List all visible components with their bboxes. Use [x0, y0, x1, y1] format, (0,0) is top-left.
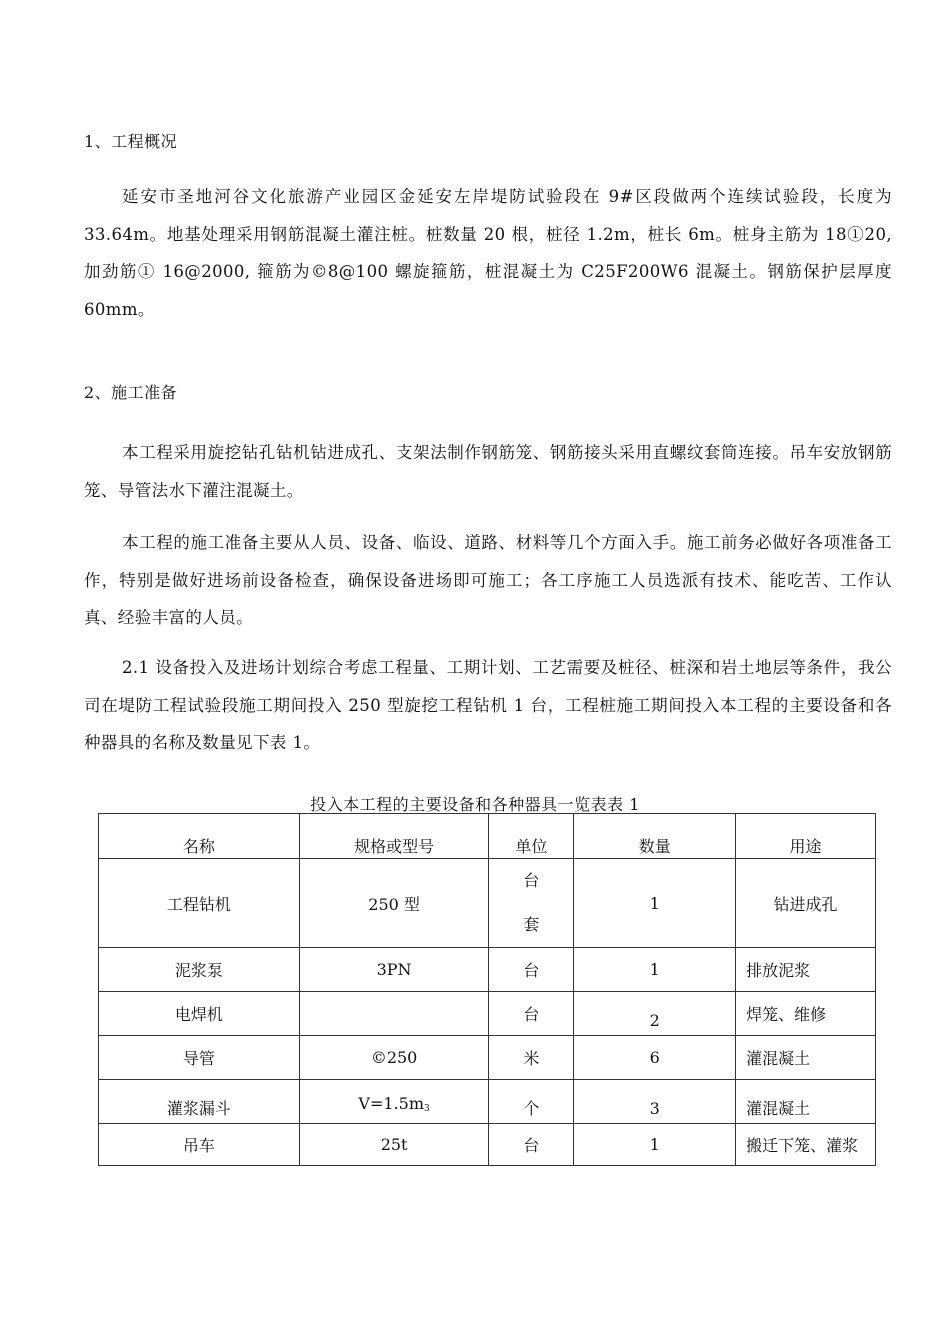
cell-quantity: 2	[574, 992, 736, 1036]
column-header-name: 名称	[99, 814, 300, 859]
cell-spec: 3PN	[299, 948, 489, 992]
cell-unit-line-2: 套	[523, 915, 540, 934]
cell-spec-subscript: 3	[424, 1104, 430, 1114]
cell-name: 吊车	[99, 1124, 300, 1166]
cell-name: 工程钻机	[99, 859, 300, 948]
cell-unit: 米	[489, 1036, 574, 1080]
table-row	[99, 948, 876, 992]
column-header-spec: 规格或型号	[299, 814, 489, 859]
cell-spec	[299, 992, 489, 1036]
column-header-quantity: 数量	[574, 814, 736, 859]
cell-spec: ©250	[299, 1036, 489, 1080]
cell-quantity: 3	[574, 1080, 736, 1124]
cell-use: 焊笼、维修	[736, 992, 876, 1036]
equipment-table	[98, 813, 876, 1166]
cell-use: 钻进成孔	[736, 859, 876, 948]
cell-quantity: 6	[574, 1036, 736, 1080]
cell-unit: 台	[489, 948, 574, 992]
cell-unit: 个	[489, 1080, 574, 1124]
section-1-heading: 1、工程概况	[84, 132, 178, 151]
cell-spec	[299, 1080, 489, 1124]
cell-name: 灌浆漏斗	[99, 1080, 300, 1124]
cell-use: 搬迁下笼、灌浆	[736, 1124, 876, 1166]
cell-use: 灌混凝土	[736, 1036, 876, 1080]
cell-quantity: 1	[574, 948, 736, 992]
cell-spec-text: V=1.5m	[358, 1094, 424, 1113]
cell-name: 泥浆泵	[99, 948, 300, 992]
cell-name: 电焊机	[99, 992, 300, 1036]
table-caption: 投入本工程的主要设备和各种器具一览表表 1	[310, 795, 640, 814]
cell-unit: 台	[489, 1124, 574, 1166]
table-row	[99, 1036, 876, 1080]
cell-quantity: 1	[574, 1124, 736, 1166]
cell-quantity: 1	[574, 859, 736, 948]
column-header-unit: 单位	[489, 814, 574, 859]
cell-spec: 250 型	[299, 859, 489, 948]
table-header-row	[99, 814, 876, 859]
section-1-paragraph: 延安市圣地河谷文化旅游产业园区金延安左岸堤防试验段在 9#区段做两个连续试验段，长度为 33.64m。地基处理采用钢筋混凝土灌注桩。桩数量 20 根，桩径 1.2m，桩长 6m。桩身主筋为 18①20, 加劲筋① 16@2000, 箍筋为©8@100 螺旋箍筋，桩混凝土为 C25F200W6 混凝土。钢筋保护层厚度 60mm。	[84, 187, 892, 319]
section-2-paragraph-2: 本工程的施工准备主要从人员、设备、临设、道路、材料等几个方面入手。施工前务必做好各项准备工作，特别是做好进场前设备检查，确保设备进场即可施工；各工序施工人员选派有技术、能吃苦、工作认真、经验丰富的人员。	[84, 533, 892, 627]
cell-use: 灌混凝土	[736, 1080, 876, 1124]
table-row	[99, 859, 876, 948]
section-2-paragraph-3: 2.1 设备投入及进场计划综合考虑工程量、工期计划、工艺需要及桩径、桩深和岩土地层等条件，我公司在堤防工程试验段施工期间投入 250 型旋挖工程钻机 1 台，工程桩施工期间投入本工程的主要设备和各种器具的名称及数量见下表 1。	[84, 658, 892, 752]
column-header-use: 用途	[736, 814, 876, 859]
section-2-heading: 2、施工准备	[84, 383, 178, 402]
cell-unit-line-1: 台	[523, 871, 540, 890]
cell-unit: 台	[489, 992, 574, 1036]
table-row	[99, 1124, 876, 1166]
table-row	[99, 1080, 876, 1124]
cell-unit	[489, 859, 574, 948]
table-row	[99, 992, 876, 1036]
cell-spec: 25t	[299, 1124, 489, 1166]
section-2-paragraph-1: 本工程采用旋挖钻孔钻机钻进成孔、支架法制作钢筋笼、钢筋接头采用直螺纹套筒连接。吊车安放钢筋笼、导管法水下灌注混凝土。	[84, 443, 892, 500]
cell-name: 导管	[99, 1036, 300, 1080]
cell-use: 排放泥浆	[736, 948, 876, 992]
